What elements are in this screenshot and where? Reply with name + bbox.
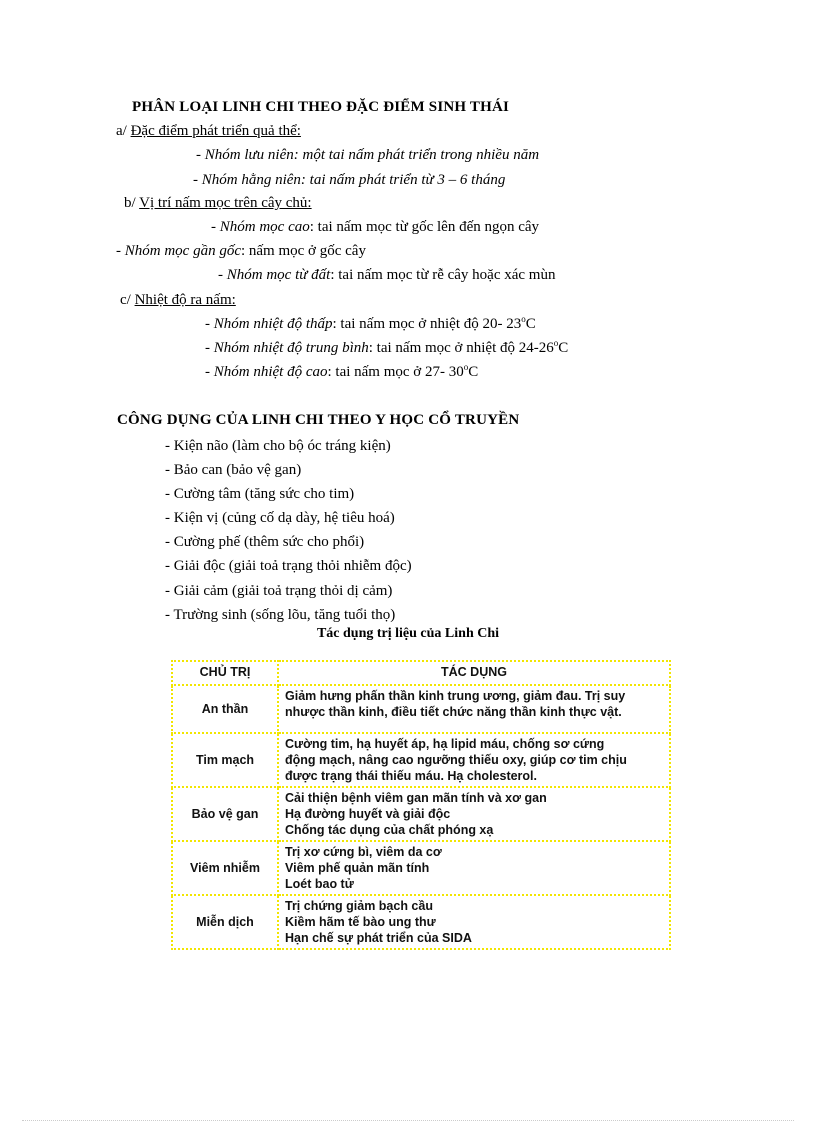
table-row (172, 685, 670, 733)
list-item: - Nhóm lưu niên: một tai nấm phát triển trong nhiều năm (196, 147, 540, 163)
list-item (116, 242, 366, 260)
value-line: Hạn chế sự phát triển của SIDA (285, 931, 472, 945)
value-line: Viêm phế quản mãn tính (285, 861, 430, 875)
row-value (278, 895, 670, 949)
list-item (205, 363, 478, 381)
table-row (172, 895, 670, 949)
list-item-term: - Nhóm nhiệt độ trung bình (205, 340, 369, 356)
degree-sign: o (553, 338, 559, 348)
degree-sign: o (463, 362, 469, 372)
row-value (278, 733, 670, 787)
list-item (205, 315, 536, 333)
subheading-c-prefix: c/ (120, 292, 135, 308)
value-line: Hạ đường huyết và giải độc (285, 807, 451, 821)
list-item-term: - Nhóm mọc cao (211, 219, 310, 235)
list-item-desc: : nấm mọc ở gốc cây (240, 243, 366, 259)
list-item (205, 339, 568, 357)
value-line: động mạch, nâng cao ngưỡng thiếu oxy, giúp cơ tim chịu (285, 753, 627, 767)
list-item: - Kiện não (làm cho bộ óc tráng kiện) (165, 438, 391, 454)
list-item (211, 218, 539, 236)
row-key: Viêm nhiễm (172, 841, 278, 895)
value-line: Cải thiện bệnh viêm gan mãn tính và xơ gan (285, 791, 547, 805)
list-item-term: - Nhóm mọc gần gốc (116, 243, 241, 259)
value-line: nhược thần kinh, điều tiết chức năng thần kinh thực vật. (285, 705, 622, 719)
row-value (278, 787, 670, 841)
list-item-term: - Nhóm nhiệt độ thấp (205, 316, 333, 332)
therapy-table (171, 660, 671, 950)
table-row (172, 787, 670, 841)
subheading-a-prefix: a/ (116, 123, 131, 139)
list-item: - Giải cảm (giải toả trạng thỏi dị cảm) (165, 583, 393, 599)
value-line: Trị xơ cứng bì, viêm da cơ (285, 845, 442, 859)
list-item: - Trường sinh (sống lõu, tăng tuổi thọ) (165, 607, 396, 623)
list-item-desc: : tai nấm mọc ở nhiệt độ 20- 23 (332, 316, 522, 332)
subheading-b-text: Vị trí nấm mọc trên cây chủ: (139, 195, 312, 211)
subheading-b-prefix: b/ (124, 195, 140, 211)
value-line: Kiềm hãm tế bào ung thư (285, 915, 436, 929)
section-title-uses: CÔNG DỤNG CỦA LINH CHI THEO Y HỌC CỔ TRUYỀN (117, 412, 520, 428)
list-item: - Cường tâm (tăng sức cho tim) (165, 486, 355, 502)
value-line: Giảm hưng phấn thần kinh trung ương, giảm đau. Trị suy (285, 689, 626, 703)
degree-sign: o (521, 314, 526, 324)
table-caption: Tác dụng trị liệu của Linh Chi (316, 626, 500, 641)
subheading-c-text: Nhiệt độ ra nấm: (134, 292, 236, 308)
list-item-desc: : tai nấm mọc từ gốc lên đến ngọn cây (309, 219, 540, 235)
table-row (172, 733, 670, 787)
value-line: Loét bao tử (285, 877, 354, 891)
list-item: - Kiện vị (củng cố dạ dày, hệ tiêu hoá) (165, 510, 395, 526)
value-line: Trị chứng giảm bạch cầu (285, 899, 433, 913)
section-title-ecology: PHÂN LOẠI LINH CHI THEO ĐẶC ĐIỂM SINH THÁI (132, 99, 510, 115)
table-header-row (172, 661, 670, 685)
page-bottom-divider (22, 1120, 794, 1121)
subheading-a (116, 122, 301, 140)
value-line: được trạng thái thiếu máu. Hạ cholesterol. (285, 769, 538, 783)
list-item (218, 266, 555, 284)
row-value (278, 841, 670, 895)
list-item-desc: : tai nấm mọc ở 27- 30 (327, 364, 464, 380)
list-item-term: - Nhóm nhiệt độ cao (205, 364, 328, 380)
value-line: Cường tim, hạ huyết áp, hạ lipid máu, chống sơ cứng (285, 737, 605, 751)
unit: C (558, 340, 569, 356)
subheading-a-text: Đặc điểm phát triển quả thể: (130, 123, 301, 139)
unit: C (468, 364, 479, 380)
column-header: CHỦ TRỊ (172, 661, 278, 685)
value-line: Chống tác dụng của chất phóng xạ (285, 823, 494, 837)
row-key: An thần (172, 685, 278, 733)
list-item: - Giải độc (giải toả trạng thỏi nhiễm độc) (165, 558, 412, 574)
list-item: - Cường phế (thêm sức cho phổi) (165, 534, 365, 550)
row-value (278, 685, 670, 733)
list-item: - Nhóm hằng niên: tai nấm phát triển từ 3 – 6 tháng (193, 172, 506, 188)
table-row (172, 841, 670, 895)
row-key: Tim mạch (172, 733, 278, 787)
column-header: TÁC DỤNG (278, 661, 670, 685)
subheading-b (124, 194, 312, 212)
list-item-term: - Nhóm mọc từ đất (218, 267, 331, 283)
row-key: Miễn dịch (172, 895, 278, 949)
list-item: - Bảo can (bảo vệ gan) (165, 462, 302, 478)
list-item-desc: : tai nấm mọc ở nhiệt độ 24-26 (368, 340, 554, 356)
list-item-desc: : tai nấm mọc từ rễ cây hoặc xác mùn (330, 267, 556, 283)
row-key: Bảo vệ gan (172, 787, 278, 841)
subheading-c (120, 291, 236, 309)
unit: C (525, 316, 536, 332)
